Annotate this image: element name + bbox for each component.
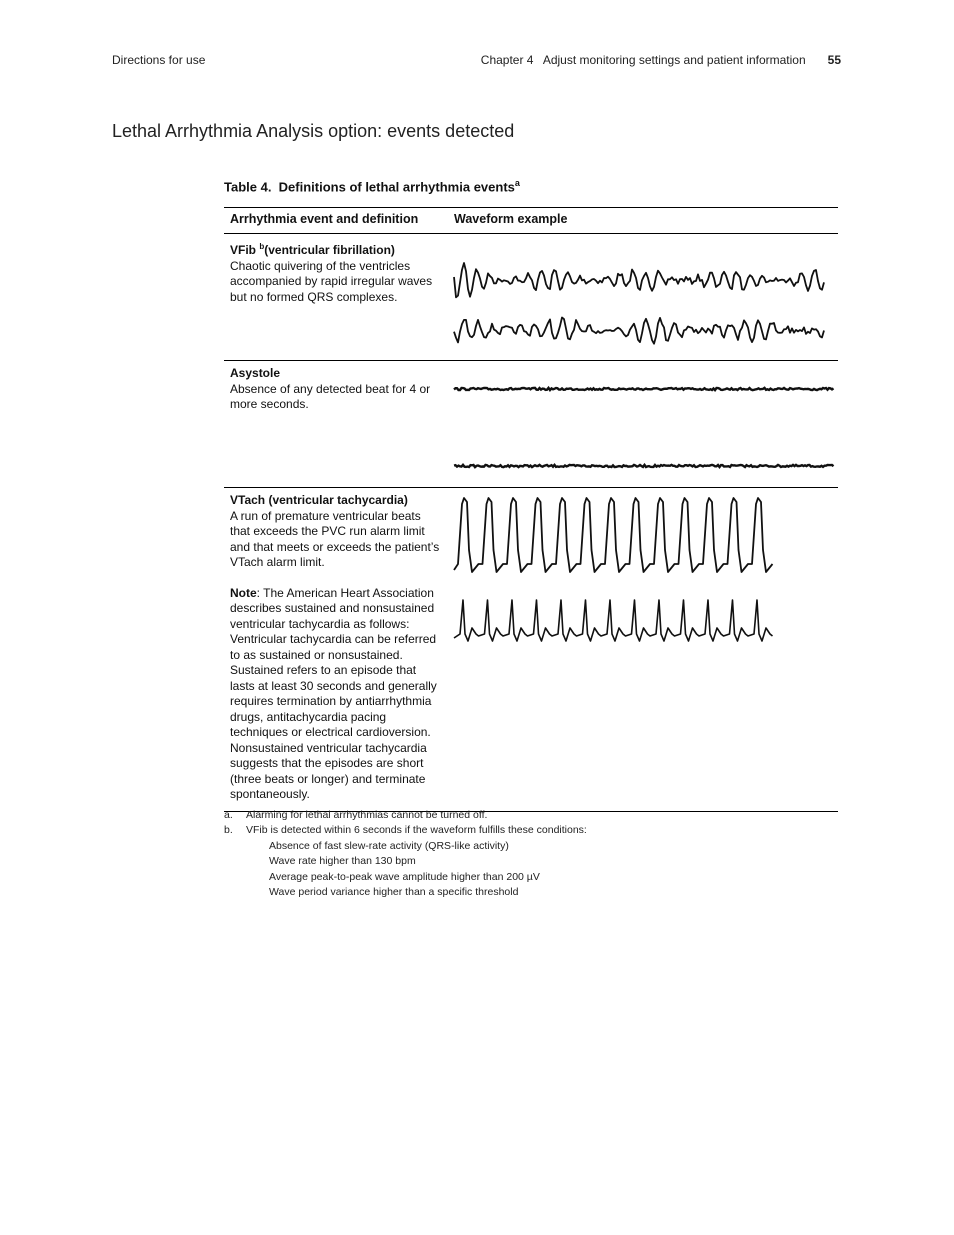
vtach-waveform xyxy=(452,492,782,652)
table-row-asystole xyxy=(224,361,838,488)
note-label: Note xyxy=(230,585,257,600)
table-header-row xyxy=(224,208,838,234)
table-title xyxy=(224,178,520,194)
footnote-a xyxy=(224,809,487,821)
vfib-name xyxy=(230,239,442,259)
vtach-waveform-trace-2 xyxy=(454,600,773,641)
footnote-a-text: Alarming for lethal arrhythmias cannot be turned off. xyxy=(246,809,488,821)
column-header-event: Arrhythmia event and definition xyxy=(224,208,448,234)
footnote-a-label: a. xyxy=(224,809,233,821)
asystole-definition xyxy=(224,361,448,488)
chapter-title: Chapter 4 Adjust monitoring settings and patient information xyxy=(480,53,806,67)
vfib-condition-4: Wave period variance higher than a specific threshold xyxy=(269,886,519,898)
asystole-waveform-trace-1 xyxy=(454,388,834,390)
vtach-waveform-trace-1 xyxy=(454,498,773,572)
vtach-note xyxy=(230,586,442,803)
running-header-right xyxy=(481,53,841,67)
arrhythmia-table xyxy=(224,207,838,812)
vtach-description: A run of premature ventricular beats that exceeds the PVC run alarm limit and that meets or exceeds the patient’s VTach alarm limit. xyxy=(230,508,440,569)
vfib-name-main: VFib xyxy=(230,243,260,257)
asystole-waveform-cell xyxy=(448,361,838,488)
footnote-b-text: VFib is detected within 6 seconds if the waveform fulfills these conditions: xyxy=(246,824,587,836)
table-row-vtach xyxy=(224,488,838,812)
asystole-description: Absence of any detected beat for 4 or more seconds. xyxy=(230,381,431,411)
column-header-waveform: Waveform example xyxy=(448,208,838,234)
vfib-waveform-cell xyxy=(448,234,838,361)
vfib-condition-2: Wave rate higher than 130 bpm xyxy=(269,855,416,867)
vfib-condition-1: Absence of fast slew-rate activity (QRS-like activity) xyxy=(269,840,509,852)
asystole-waveform xyxy=(452,365,836,483)
table-title-footnote-ref: a xyxy=(514,178,520,188)
table-title-text: Table 4. Definitions of lethal arrhythmia events xyxy=(224,179,515,195)
vfib-waveform-trace-2 xyxy=(454,318,824,344)
footnote-b-label: b. xyxy=(224,824,233,836)
vfib-waveform-trace-1 xyxy=(454,263,824,297)
vtach-name: VTach (ventricular tachycardia) xyxy=(230,493,408,507)
vfib-name-rest: (ventricular fibrillation) xyxy=(264,243,395,257)
vfib-definition xyxy=(224,234,448,361)
vfib-condition-3: Average peak-to-peak wave amplitude higher than 200 µV xyxy=(269,871,540,883)
vtach-waveform-cell xyxy=(448,488,838,812)
table-row-vfib xyxy=(224,234,838,361)
vtach-definition xyxy=(224,488,448,812)
running-header-left: Directions for use xyxy=(112,53,206,67)
vfib-description: Chaotic quivering of the ventricles accompanied by rapid irregular waves but no formed QRS complexes. xyxy=(230,258,433,304)
section-title: Lethal Arrhythmia Analysis option: events detected xyxy=(112,121,515,141)
asystole-waveform-trace-2 xyxy=(454,465,834,467)
footnote-b xyxy=(224,824,587,836)
vfib-waveform xyxy=(452,238,832,356)
note-text: : The American Heart Association describes sustained and nonsustained ventricular tachycardia as follows: Ventricular tachycardia can be referred to as sustained or nonsustained. Sustained refers to an episode that lasts at least 30 seconds and generally requires termination by antiarrhythmia drugs, antitachycardia pacing techniques or electrical cardioversion. Nonsustained ventricular tachycardia suggests that the episodes are short (three beats or longer) and terminate spontaneously. xyxy=(230,585,437,801)
page-number: 55 xyxy=(827,53,841,67)
vfib-footnote-ref: b xyxy=(259,242,265,251)
asystole-name: Asystole xyxy=(230,366,281,380)
